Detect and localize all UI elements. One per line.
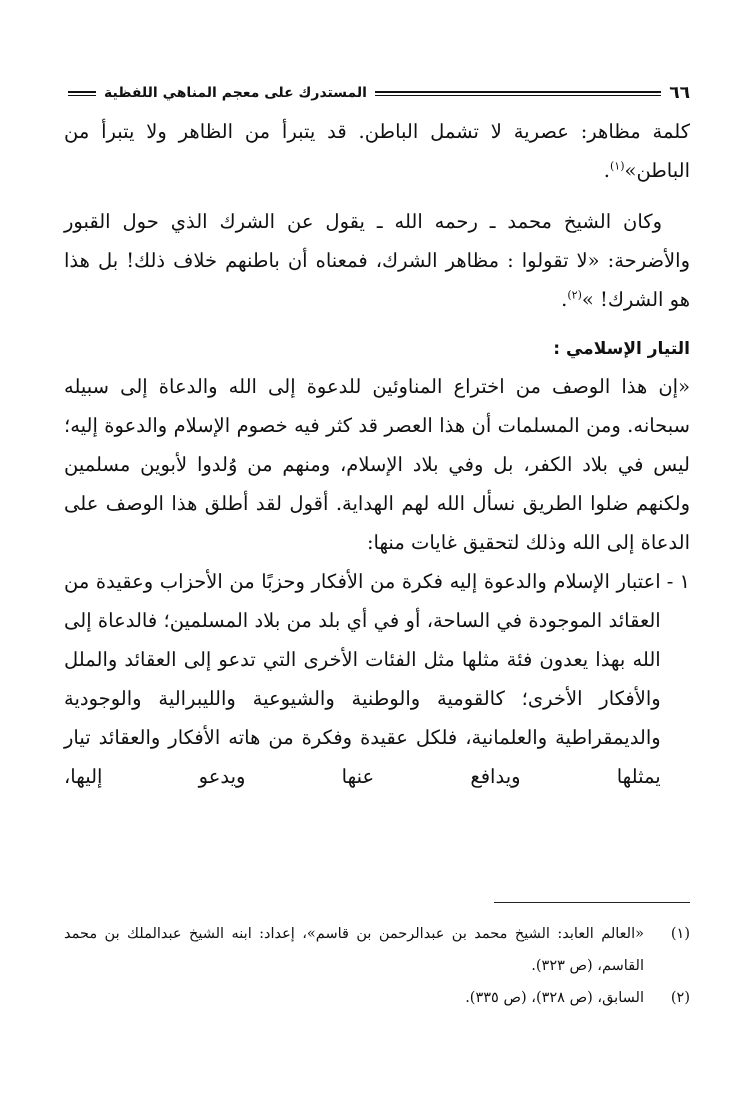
footnote-divider: [494, 902, 690, 903]
footnote-reference: (١): [610, 159, 625, 173]
list-item-number: ١ -: [666, 570, 690, 593]
list-item-text: اعتبار الإسلام والدعوة إليه فكرة من الأفكار وحزبًا من الأحزاب وعقيدة من العقائد الموجودة في الساحة، أو في أي بلد من بلاد المسلمين؛ فالدعاة إلى الله بهذا يعدون فئة مثلها مثل الفئات الأخرى التي تدعو إلى العقائد والملل والأفكار الأخرى؛ كالقومية والوطنية والشيوعية والليبرالية والوجودية والديمقراطية والعلمانية، فلكل عقيدة وفكرة من هاته الأفكار والعقائد تيار يمثلها ويدافع عنها ويدعو إليها،: [64, 570, 661, 788]
running-header: [62, 82, 690, 104]
paragraph: وكان الشيخ محمد ـ رحمه الله ـ يقول عن الشرك الذي حول القبور والأضرحة: «لا تقولوا : مظاهر الشرك، فمعناه أن باطنهم خلاف ذلك! بل هذا هو الشرك! »$^{(٢)}$.: [64, 210, 690, 311]
footnote-reference: (٢): [567, 288, 582, 302]
running-title: المستدرك على معجم المناهي اللفظية: [104, 85, 367, 101]
main-text: [64, 112, 690, 796]
footnote: [64, 918, 690, 982]
paragraph: كلمة مظاهر: عصرية لا تشمل الباطن. قد يتبرأ من الظاهر ولا يتبرأ من الباطن»$^{(١)}$.: [64, 120, 690, 182]
quote-paragraph: «إن هذا الوصف من اختراع المناوئين للدعوة إلى الله والدعاة إلى سبيله سبحانه. ومن المسلمات أن هذا العصر قد كثر فيه خصوم الإسلام والدعوة إليه؛ ليس في بلاد الكفر، بل وفي بلاد الإسلام، ومنهم من وُلدوا لأبوين مسلمين ولكنهم ضلوا الطريق نسأل الله لهم الهداية. أقول لقد أطلق هذا الوصف على الدعاة إلى الله وذلك لتحقيق غايات منها:: [64, 375, 690, 554]
header-rule-end: [68, 91, 96, 96]
list-item: [64, 562, 690, 796]
footnote: [64, 982, 690, 1014]
paragraph-text: كلمة مظاهر: عصرية لا تشمل الباطن. قد يتبرأ من الظاهر ولا يتبرأ من الباطن»: [64, 120, 690, 182]
footnote-number: (١): [670, 926, 690, 942]
footnotes: [64, 918, 690, 1014]
footnote-number: (٢): [670, 990, 690, 1006]
paragraph-text: وكان الشيخ محمد ـ رحمه الله ـ يقول عن الشرك الذي حول القبور والأضرحة: «لا تقولوا : مظاهر الشرك، فمعناه أن باطنهم خلاف ذلك! بل هذا هو الشرك! »: [64, 210, 690, 311]
page-number: ٦٦: [669, 83, 690, 103]
header-rule-left-of-number: [621, 91, 661, 96]
header-rule: [375, 91, 621, 96]
footnote-text: «العالم العابد: الشيخ محمد بن عبدالرحمن بن قاسم»، إعداد: ابنه الشيخ عبدالملك بن محمد القاسم، (ص ٣٢٣).: [64, 926, 644, 974]
footnote-text: السابق، (ص ٣٢٨)، (ص ٣٣٥).: [465, 990, 644, 1006]
section-heading: التيار الإسلامي :: [553, 339, 690, 359]
